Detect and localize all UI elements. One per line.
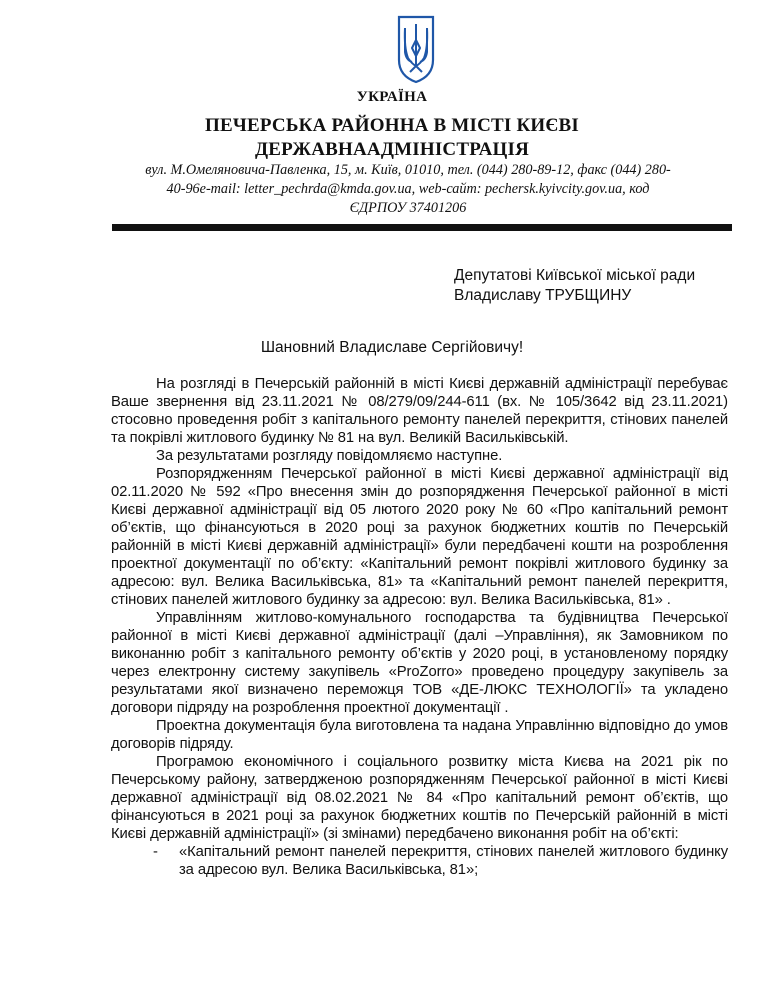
body-paragraph: За результатами розгляду повідомляємо наступне. — [156, 448, 503, 464]
contact-line: 40-96e-mail: letter_pechrda@kmda.gov.ua, web-сайт: pechersk.kyivcity.gov.ua, код — [166, 181, 650, 197]
body-paragraph: Розпорядженням Печерської районної в місті Києві державної адміністрації від 02.11.2020 № 592 «Про внесення змін до розпорядження Печерської районної в місті Києві державної адміністрації від 05 лютого 2020 року № 60 «Про капітальний ремонт об’єктів, що фінансуються в 2020 році за рахунок бюджетних коштів по Печерській районній в місті Києві державній адміністрації» були передбачені кошти на розроблення проектної документації по об’єкту: «Капітальний ремонт покрівлі житлового будинку за адресою: вул. Велика Васильківська, 81» та «Капітальний ремонт панелей перекриття, стінових панелей житлового будинку за адресою: вул. Велика Васильківська, 81» . — [111, 466, 728, 608]
object-list — [111, 843, 728, 879]
body-paragraph: Програмою економічного і соціального розвитку міста Києва на 2021 рік по Печерському району, затвердженою розпорядженням Печерської районної в місті Києві державної адміністрації від 08.02.2021 № 84 «Про капітальний ремонт об’єктів, що фінансуються в 2021 році за рахунок бюджетних коштів по Печерській районній в місті Києві державній адміністрації» (зі змінами) передбачено виконання робіт на об’єкті: — [111, 754, 728, 842]
addressee-block — [454, 266, 695, 306]
body-paragraph: Управлінням житлово-комунального господарства та будівництва Печерської районної в місті Києві державної адміністрації (далі –Управління), як Замовником по виконанню робіт з капітального ремонту об’єктів у 2020 році, в установленому порядку через електронну систему закупівель «ProZorro» проведено процедуру закупівель за результатами якої визначено переможця ТОВ «ДЕ-ЛЮКС ТЕХНОЛОГІЇ» та укладено договори підряду на розроблення проектної документації . — [111, 610, 728, 716]
trident-emblem-icon — [396, 14, 436, 84]
list-item — [111, 843, 728, 879]
contact-line: ЄДРПОУ 37401206 — [349, 200, 467, 216]
list-marker: - — [153, 844, 158, 860]
contact-details — [108, 161, 708, 218]
salutation: Шановний Владиславе Сергійовичу! — [260, 339, 524, 356]
country-name: УКРАЇНА — [356, 89, 428, 105]
body-paragraph: Проектна документація була виготовлена та надана Управлінню відповідно до умов договорів підряду. — [111, 718, 728, 752]
list-item-text: «Капітальний ремонт панелей перекриття, стінових панелей житлового будинку за адресою вул. Велика Васильківська, 81»; — [179, 844, 728, 878]
letter-body — [111, 375, 728, 879]
addressee-line: Депутатові Київської міської ради — [454, 267, 696, 284]
organization-name — [0, 114, 784, 162]
contact-line: вул. М.Омеляновича-Павленка, 15, м. Київ, 01010, тел. (044) 280-89-12, факс (044) 280- — [145, 162, 671, 178]
organization-name-line: ПЕЧЕРСЬКА РАЙОННА В МІСТІ КИЄВІ — [205, 115, 579, 136]
organization-name-line: ДЕРЖАВНААДМІНІСТРАЦІЯ — [254, 139, 530, 160]
addressee-line: Владиславу ТРУБЩИНУ — [454, 287, 632, 304]
body-paragraph: На розгляді в Печерській районній в місті Києві державній адміністрації перебуває Ваше звернення від 23.11.2021 № 08/279/09/244-611 (вх. № 105/3642 від 23.11.2021) стосовно проведення робіт з капітального ремонту панелей перекриття, стінових панелей та покрівлі житлового будинку № 81 на вул. Великій Васильківській. — [111, 376, 728, 446]
header-divider — [112, 224, 732, 231]
